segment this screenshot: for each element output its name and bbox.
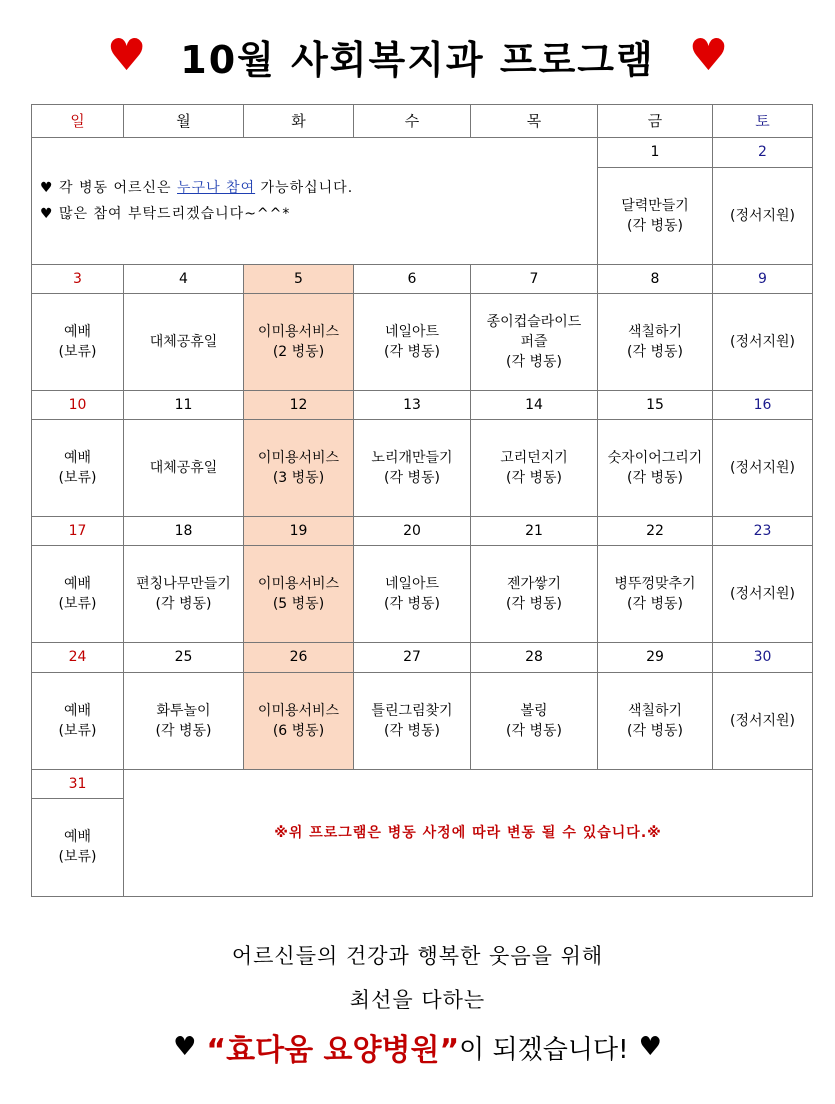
heart-icon: ♥	[173, 1032, 197, 1062]
event-cell: 이미용서비스 (2 병동)	[244, 293, 354, 390]
event-cell: 이미용서비스 (6 병동)	[244, 672, 354, 769]
weekday-sun: 일	[32, 105, 124, 138]
day-number: 4	[124, 264, 244, 293]
day-number: 6	[354, 264, 471, 293]
day-number: 31	[32, 769, 124, 798]
notice-box	[32, 138, 598, 264]
event-cell: (정서지원)	[713, 167, 813, 264]
day-number: 5	[244, 264, 354, 293]
day-number: 18	[124, 517, 244, 546]
event-cell: 대체공휴일	[124, 293, 244, 390]
event-cell: 병뚜껑맞추기 (각 병동)	[598, 546, 713, 643]
event-cell: (정서지원)	[713, 420, 813, 517]
day-number: 23	[713, 517, 813, 546]
weekday-tue: 화	[244, 105, 354, 138]
weekday-header	[32, 105, 813, 138]
event-cell: 네일아트 (각 병동)	[354, 546, 471, 643]
day-number: 20	[354, 517, 471, 546]
calendar-table	[31, 104, 813, 897]
day-number: 10	[32, 390, 124, 419]
event-cell: 색칠하기 (각 병동)	[598, 293, 713, 390]
weekday-thu: 목	[471, 105, 598, 138]
event-cell: 예배 (보류)	[32, 798, 124, 896]
weekday-mon: 월	[124, 105, 244, 138]
event-cell: 숫자이어그리기 (각 병동)	[598, 420, 713, 517]
event-cell: 예배 (보류)	[32, 420, 124, 517]
event-cell: 이미용서비스 (3 병동)	[244, 420, 354, 517]
event-cell: 노리개만들기 (각 병동)	[354, 420, 471, 517]
notice-line-2: ♥ 많은 참여 부탁드리겠습니다~^^*	[40, 205, 291, 222]
footer-line-1: 어르신들의 건강과 행복한 웃음을 위해	[231, 944, 604, 968]
event-cell: (정서지원)	[713, 293, 813, 390]
hospital-name: “효다움 요양병원”	[206, 1033, 460, 1068]
day-number: 17	[32, 517, 124, 546]
schedule-warning: ※위 프로그램은 병동 사정에 따라 변동 될 수 있습니다.※	[124, 769, 813, 896]
footer-suffix: 이 되겠습니다!	[459, 1034, 629, 1065]
notice-line-1: ♥ 각 병동 어르신은 누구나 참여 가능하십니다.	[40, 179, 354, 196]
event-cell: 틀린그림찾기 (각 병동)	[354, 672, 471, 769]
day-number: 29	[598, 643, 713, 672]
event-cell: (정서지원)	[713, 672, 813, 769]
event-cell: 볼링 (각 병동)	[471, 672, 598, 769]
footer-line-2: 최선을 다하는	[349, 988, 486, 1012]
day-number: 12	[244, 390, 354, 419]
day-number: 30	[713, 643, 813, 672]
heart-icon: ♥	[106, 30, 147, 81]
weekday-sat: 토	[713, 105, 813, 138]
title-text: 10월 사회복지과 프로그램	[180, 37, 655, 82]
footer-line-3	[0, 1025, 835, 1069]
day-number: 26	[244, 643, 354, 672]
event-cell: 예배 (보류)	[32, 546, 124, 643]
event-cell: 편칭나무만들기 (각 병동)	[124, 546, 244, 643]
event-cell: (정서지원)	[713, 546, 813, 643]
day-number: 19	[244, 517, 354, 546]
day-number: 21	[471, 517, 598, 546]
event-cell: 이미용서비스 (5 병동)	[244, 546, 354, 643]
day-number: 15	[598, 390, 713, 419]
day-number: 11	[124, 390, 244, 419]
day-number: 24	[32, 643, 124, 672]
day-number: 13	[354, 390, 471, 419]
day-number: 27	[354, 643, 471, 672]
day-number: 3	[32, 264, 124, 293]
event-cell: 색칠하기 (각 병동)	[598, 672, 713, 769]
day-number: 28	[471, 643, 598, 672]
event-cell: 예배 (보류)	[32, 293, 124, 390]
day-number: 8	[598, 264, 713, 293]
day-number: 9	[713, 264, 813, 293]
day-number: 16	[713, 390, 813, 419]
day-number: 22	[598, 517, 713, 546]
weekday-fri: 금	[598, 105, 713, 138]
event-cell: 화투놀이 (각 병동)	[124, 672, 244, 769]
day-number: 14	[471, 390, 598, 419]
day-number: 2	[713, 138, 813, 167]
day-number: 1	[598, 138, 713, 167]
event-cell: 예배 (보류)	[32, 672, 124, 769]
event-cell: 젠가쌓기 (각 병동)	[471, 546, 598, 643]
event-cell: 종이컵슬라이드 퍼즐 (각 병동)	[471, 293, 598, 390]
event-cell: 달력만들기 (각 병동)	[598, 167, 713, 264]
event-cell: 고리던지기 (각 병동)	[471, 420, 598, 517]
notice-highlight: 누구나 참여	[177, 179, 256, 196]
page-title	[0, 28, 835, 84]
day-number: 25	[124, 643, 244, 672]
event-cell: 대체공휴일	[124, 420, 244, 517]
heart-icon: ♥	[638, 1032, 662, 1062]
weekday-wed: 수	[354, 105, 471, 138]
day-number: 7	[471, 264, 598, 293]
heart-icon: ♥	[688, 30, 729, 81]
event-cell: 네일아트 (각 병동)	[354, 293, 471, 390]
